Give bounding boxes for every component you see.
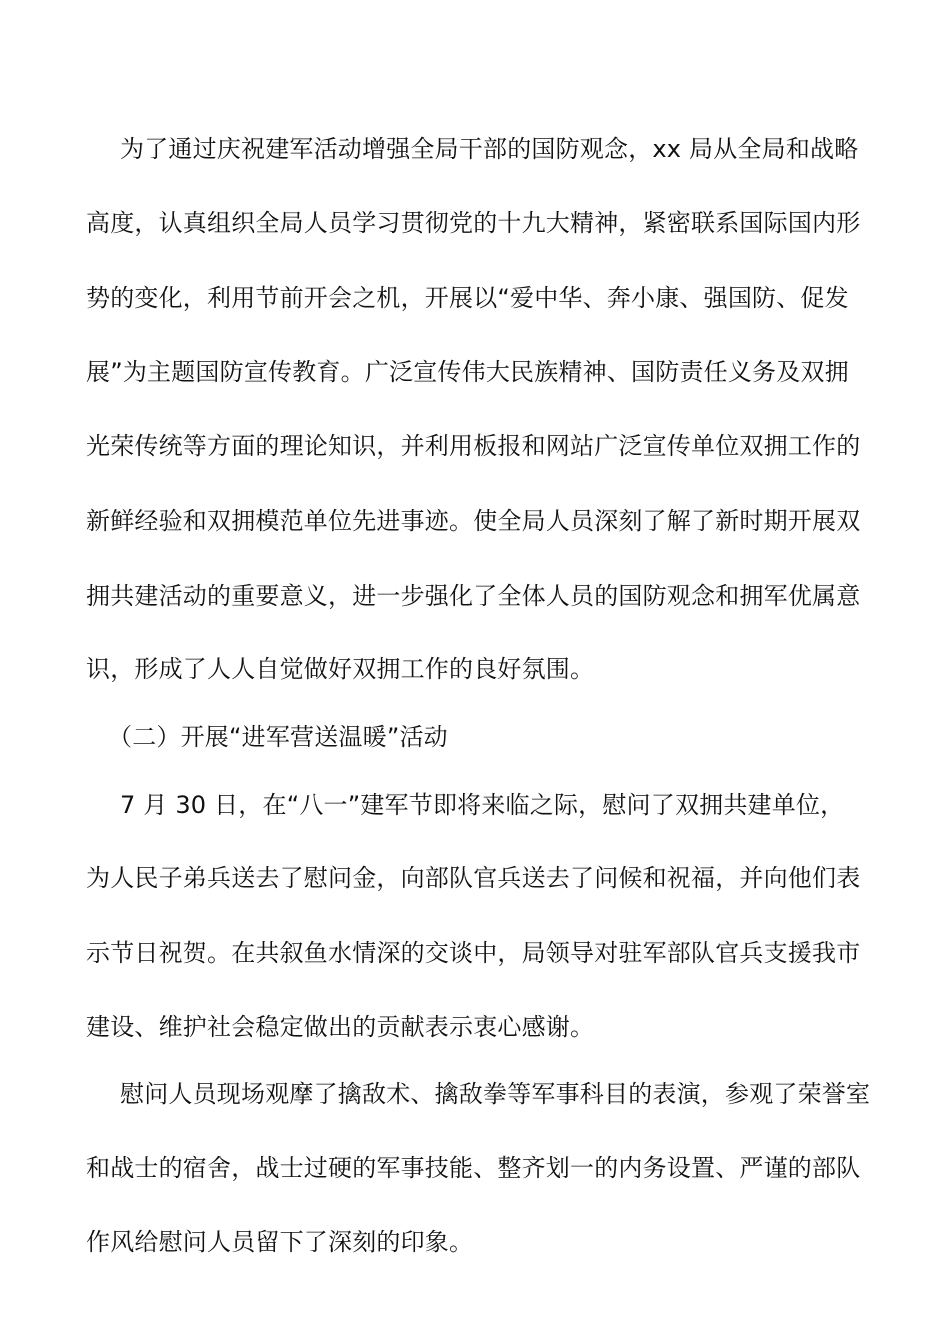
paragraph-1-line-2: 高度，认真组织全局人员学习贯彻党的十九大精神，紧密联系国际国内形: [86, 209, 861, 237]
paragraph-1-line-8: 识，形成了人人自觉做好双拥工作的良好氛围。: [86, 655, 595, 683]
paragraph-1-line-3: 势的变化，利用节前开会之机，开展以“爱中华、奔小康、强国防、促发: [86, 284, 849, 312]
paragraph-1-line-1: 为了通过庆祝建军活动增强全局干部的国防观念，xx 局从全局和战略: [120, 135, 859, 163]
paragraph-2-line-4: 建设、维护社会稳定做出的贡献表示衷心感谢。: [86, 1013, 595, 1041]
paragraph-3-line-2: 和战士的宿舍，战士过硬的军事技能、整齐划一的内务设置、严谨的部队: [86, 1154, 861, 1182]
paragraph-3-line-3: 作风给慰问人员留下了深刻的印象。: [86, 1228, 474, 1256]
paragraph-2-line-3: 示节日祝贺。在共叙鱼水情深的交谈中，局领导对驻军部队官兵支援我市: [86, 939, 861, 967]
section-heading: （二）开展“进军营送温暖”活动: [108, 723, 448, 751]
paragraph-1-line-7: 拥共建活动的重要意义，进一步强化了全体人员的国防观念和拥军优属意: [86, 582, 861, 610]
paragraph-1-line-5: 光荣传统等方面的理论知识，并利用板报和网站广泛宣传单位双拥工作的: [86, 432, 861, 460]
paragraph-1-line-4: 展”为主题国防宣传教育。广泛宣传伟大民族精神、国防责任义务及双拥: [86, 358, 849, 386]
paragraph-3-line-1: 慰问人员现场观摩了擒敌术、擒敌拳等军事科目的表演，参观了荣誉室: [120, 1080, 871, 1108]
paragraph-2-line-2: 为人民子弟兵送去了慰问金，向部队官兵送去了问候和祝福，并向他们表: [86, 864, 861, 892]
paragraph-1-line-6: 新鲜经验和双拥模范单位先进事迹。使全局人员深刻了解了新时期开展双: [86, 507, 861, 535]
paragraph-2-line-1: 7 月 30 日，在“八一”建军节即将来临之际，慰问了双拥共建单位，: [120, 791, 845, 819]
